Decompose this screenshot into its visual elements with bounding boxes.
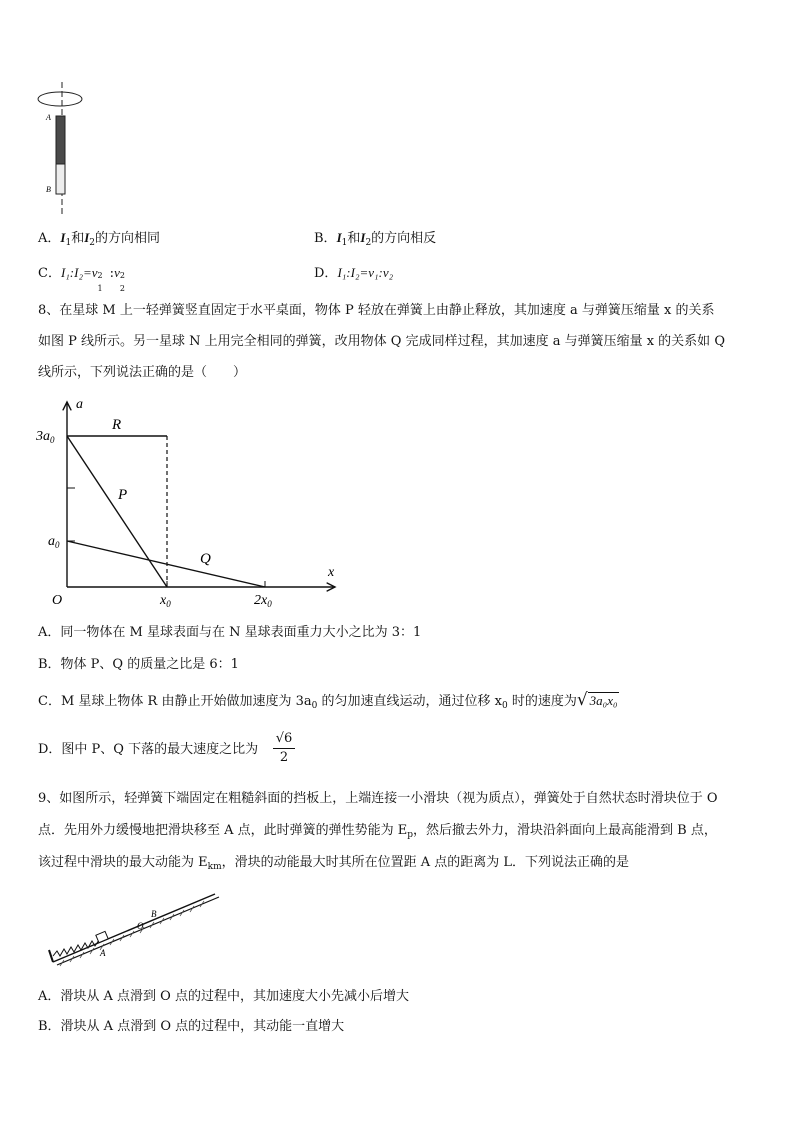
q8-acceleration-graph xyxy=(30,392,360,612)
y-top-sub: 0 xyxy=(50,435,55,445)
q7-option-c: C．I₁:I₂=v 2 1 :v 2 2 xyxy=(38,265,125,293)
q9-stem-line-2: 点．先用外力缓慢地把滑块移至 A 点，此时弹簧的弹性势能为 $E_p$，然后撤去外力，滑块沿斜面向上最高能滑到 B 点， xyxy=(38,823,717,840)
q9-stem-line-3: 该过程中滑块的最大动能为 $E_{km}$，滑块的动能最大时其所在位置距 A 点的距离为 L．下列说法正确的是 xyxy=(38,855,630,872)
a-axis-label: a xyxy=(76,397,83,412)
q-label: Q xyxy=(200,551,211,567)
q8-option-a: A．同一物体在 M 星球表面与在 N 星球表面重力大小之比为 3：1 xyxy=(38,625,422,640)
slider-block xyxy=(96,931,108,942)
x1-sub: 0 xyxy=(166,599,171,609)
rotating-rod-figure xyxy=(30,80,100,220)
q8-option-c: C．M 星球上物体 R 由静止开始做加速度为 $3a_0$ 的匀加速直线运动，通过位移 $x_0$ 时的速度为√ 3a₀x₀ xyxy=(38,690,618,711)
point-a-label: A xyxy=(100,948,106,958)
origin-label: O xyxy=(52,593,63,608)
q-line xyxy=(67,541,265,587)
r-label: R xyxy=(112,417,122,433)
q8-stem-line-2: 如图 P 线所示。另一星球 N 上用完全相同的弹簧，改用物体 Q 完成同样过程，其加速度 a 与弹簧压缩量 x 的关系如 Q xyxy=(38,334,725,349)
y-top-label: 3a xyxy=(36,429,50,444)
x2-label: 2x xyxy=(254,593,268,608)
q7-option-a: A．$I_1$和$I_2$的方向相同 xyxy=(38,230,161,248)
q7-option-d: D．I₁:I₂=v₁:v₂ xyxy=(314,265,394,281)
x1-label: x xyxy=(160,593,167,608)
p-label: P xyxy=(118,487,128,503)
incline-spring-figure xyxy=(45,880,225,970)
svg-text:a0 xyxy=(48,534,60,550)
svg-text:3a0 xyxy=(35,429,55,445)
y-low-label: a xyxy=(48,534,55,549)
point-b-label: B xyxy=(151,909,157,919)
x-axis-label: x xyxy=(328,565,335,580)
spring-icon xyxy=(53,940,99,956)
x2-sub: 0 xyxy=(267,599,272,609)
q8-option-d: D．图中 P、Q 下落的最大速度之比为 xyxy=(38,742,259,757)
y-low-sub: 0 xyxy=(55,540,60,550)
svg-text:x0 xyxy=(159,593,171,609)
rod-end-a-label: A xyxy=(46,113,51,122)
p-line xyxy=(67,436,167,587)
rod-end-b-label: B xyxy=(46,185,51,194)
q9-option-a: A．滑块从 A 点滑到 O 点的过程中，其加速度大小先减小后增大 xyxy=(38,989,409,1004)
q9-option-b: B．滑块从 A 点滑到 O 点的过程中，其动能一直增大 xyxy=(38,1019,345,1034)
q8-stem-line-3: 线所示，下列说法正确的是（ ） xyxy=(38,365,247,380)
q9-stem-line-1: 9、如图所示，轻弹簧下端固定在粗糙斜面的挡板上，上端连接一小滑块（视为质点），弹簧处于自然状态时滑块位于 O xyxy=(38,791,718,806)
q8-stem-line-1: 8、在星球 M 上一轻弹簧竖直固定于水平桌面，物体 P 轻放在弹簧上由静止释放，其加速度 a 与弹簧压缩量 x 的关系 xyxy=(38,303,715,318)
sqrt-sign-icon: √ xyxy=(576,690,588,710)
q8-option-b: B．物体 P、Q 的质量之比是 6：1 xyxy=(38,657,239,672)
q8-option-d-fraction: √6 2 xyxy=(273,730,295,767)
svg-text:2x0 xyxy=(254,593,272,609)
q7-option-b: B．$I_1$和$I_2$的方向相反 xyxy=(314,230,437,248)
point-o-label: O xyxy=(137,921,144,931)
